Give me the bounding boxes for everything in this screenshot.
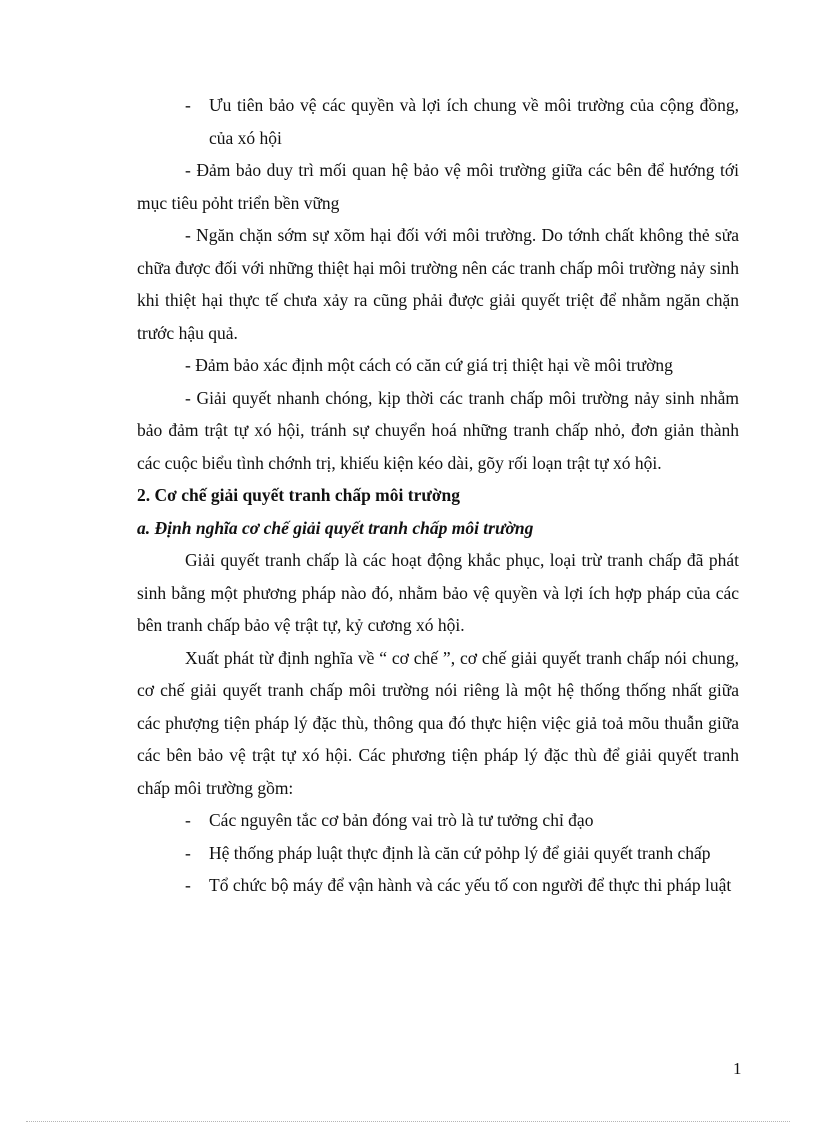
paragraph: - Đảm bảo xác định một cách có căn cứ giá trị thiệt hại về môi trường xyxy=(185,355,673,375)
list-item xyxy=(137,869,739,902)
page-number: 1 xyxy=(733,1059,742,1078)
page-body xyxy=(137,89,739,902)
bullet-dash: - xyxy=(185,810,191,830)
bullet-item xyxy=(137,89,739,154)
paragraph: - Đảm bảo duy trì mối quan hệ bảo vệ môi trường giữa các bên để hướng tới mục tiêu pỏht triển bền vững xyxy=(137,160,739,213)
list-item-text: Các nguyên tắc cơ bản đóng vai trò là tư tưởng chỉ đạo xyxy=(209,810,594,830)
list-item xyxy=(137,804,739,837)
bullet-dash: - xyxy=(185,842,191,863)
page-bottom-divider xyxy=(26,1121,790,1122)
section-heading: 2. Cơ chế giải quyết tranh chấp môi trường xyxy=(137,485,461,505)
list-item-text: Tổ chức bộ máy để vận hành và các yếu tố con người để thực thi pháp luật xyxy=(209,875,732,895)
paragraph: Giải quyết tranh chấp là các hoạt động khắc phục, loại trừ tranh chấp đã phát sinh bằng một phương pháp nào đó, nhằm bảo vệ quyền và lợi ích hợp pháp của các bên tranh chấp bảo vệ trật tự, kỷ cương xó hội. xyxy=(137,550,739,635)
paragraph: - Ngăn chặn sớm sự xõm hại đối với môi trường. Do tớnh chất không thẻ sửa chữa được đối với những thiệt hại môi trường nên các tranh chấp môi trường nảy sinh khi thiệt hại thực tế chưa xảy ra cũng phải được giải quyết triệt để nhằm ngăn chặn trước hậu quả. xyxy=(137,225,739,343)
subsection-heading: a. Định nghĩa cơ chế giải quyết tranh chấp môi trường xyxy=(137,517,534,538)
bullet-text: Ưu tiên bảo vệ các quyền và lợi ích chung về môi trường của cộng đồng, của xó hội xyxy=(209,95,739,148)
paragraph: - Giải quyết nhanh chóng, kịp thời các tranh chấp môi trường nảy sinh nhằm bảo đảm trật tự xó hội, tránh sự chuyển hoá những tranh chấp nhỏ, đơn giản thành các cuộc biểu tình chớnh trị, khiếu kiện kéo dài, gõy rối loạn trật tự xó hội. xyxy=(137,387,739,473)
list-item xyxy=(137,837,739,870)
bullet-dash: - xyxy=(185,875,191,895)
bullet-dash: - xyxy=(185,95,191,115)
list-item-text: Hệ thống pháp luật thực định là căn cứ pỏhp lý để giải quyết tranh chấp xyxy=(209,842,711,863)
paragraph: Xuất phát từ định nghĩa về “ cơ chế ”, cơ chế giải quyết tranh chấp nói chung, cơ chế giải quyết tranh chấp môi trường nói riêng là một hệ thống thống nhất giữa các phượng tiện pháp lý đặc thù, thông qua đó thực hiện việc giả toả mõu thuẫn giữa các bên bảo vệ trật tự xó hội. Các phương tiện pháp lý đặc thù để giải quyết tranh chấp môi trường gồm: xyxy=(137,647,739,798)
